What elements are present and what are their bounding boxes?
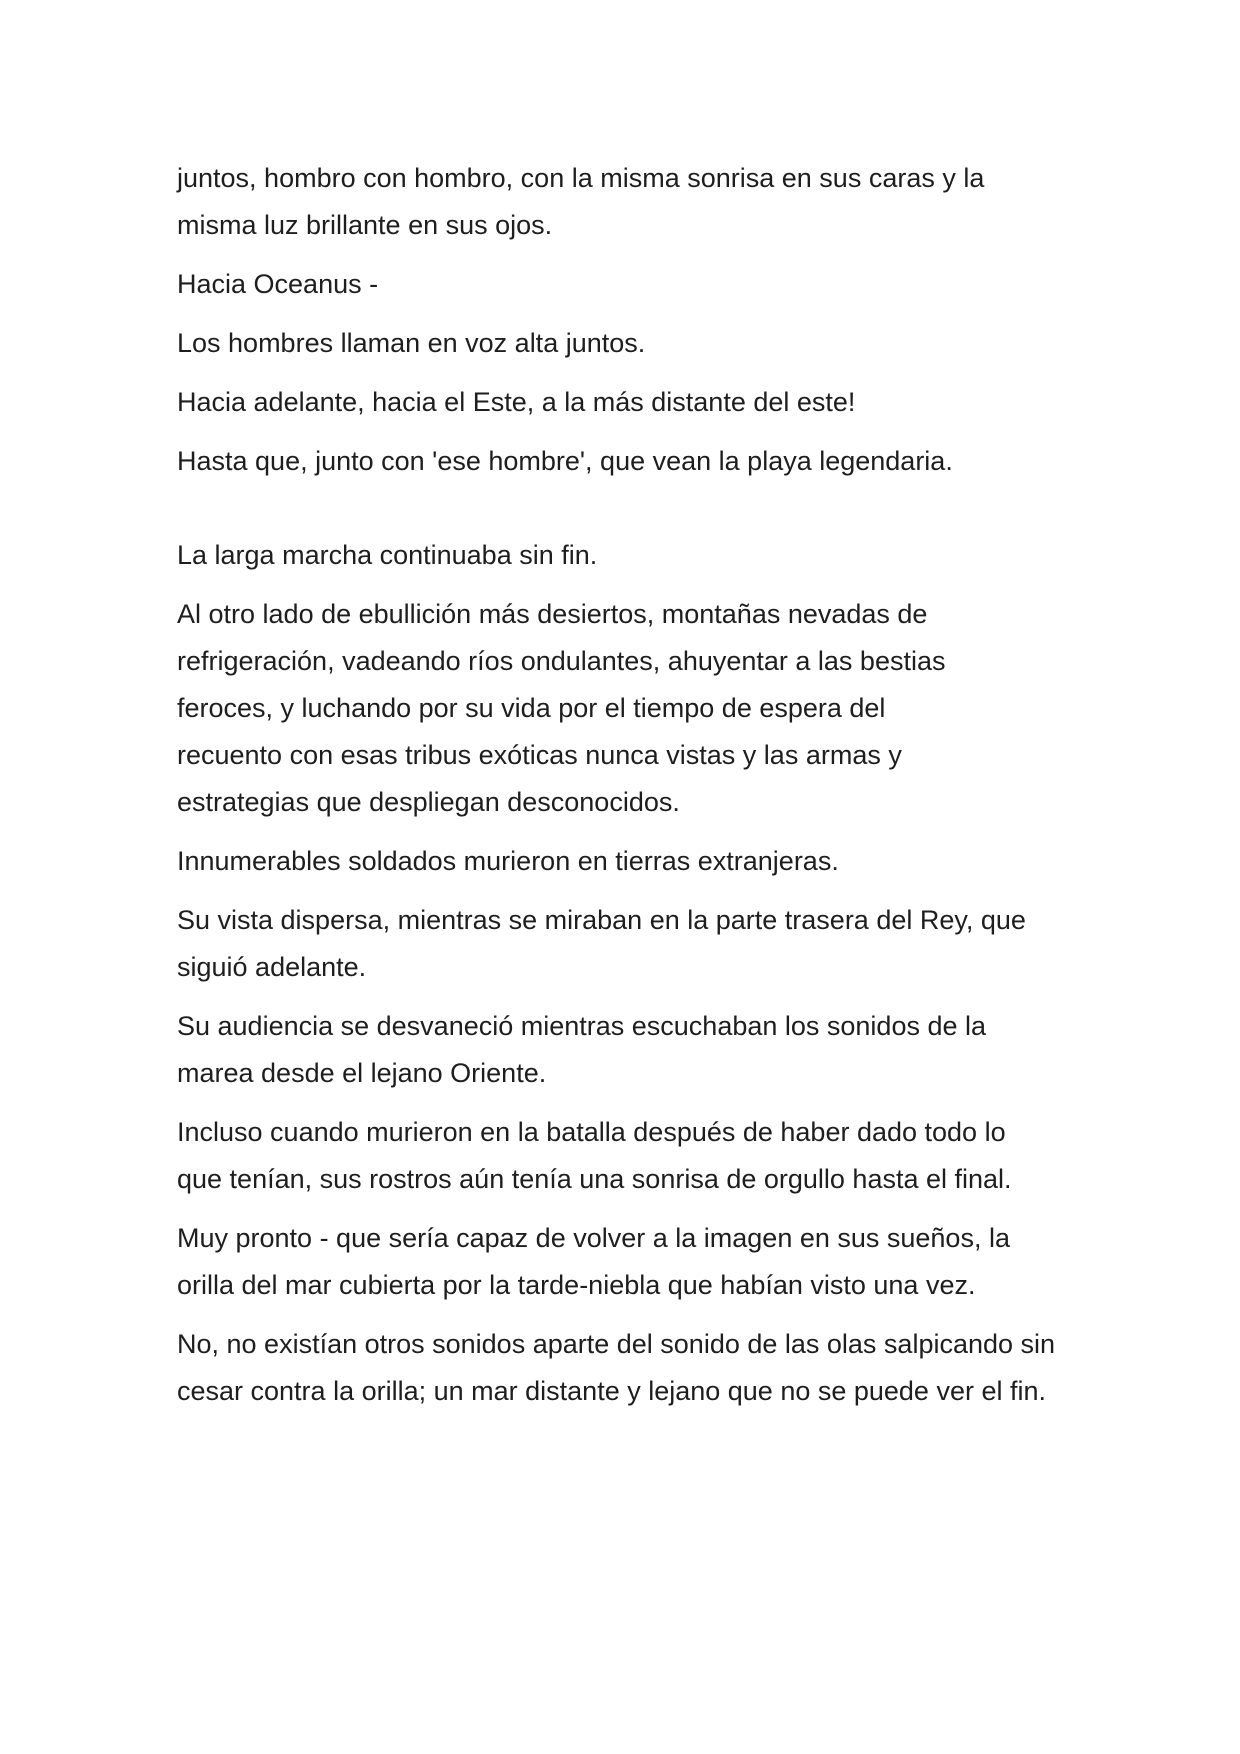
paragraph-6: La larga marcha continuaba sin fin.	[177, 540, 598, 570]
paragraph-1: juntos, hombro con hombro, con la misma sonrisa en sus caras y la misma luz brillante en sus ojos.	[177, 163, 985, 240]
paragraph-12: Muy pronto - que sería capaz de volver a la imagen en sus sueños, la orilla del mar cubierta por la tarde-niebla que habían visto una vez.	[177, 1223, 1010, 1300]
paragraph-8: Innumerables soldados murieron en tierras extranjeras.	[177, 846, 839, 876]
paragraph-10: Su audiencia se desvaneció mientras escuchaban los sonidos de la marea desde el lejano Oriente.	[177, 1011, 987, 1088]
paragraph-11: Incluso cuando murieron en la batalla después de haber dado todo lo que tenían, sus rostros aún tenía una sonrisa de orgullo hasta el final.	[177, 1117, 1012, 1194]
paragraph-2: Hacia Oceanus -	[177, 269, 379, 299]
paragraph-4: Hacia adelante, hacia el Este, a la más distante del este!	[177, 387, 856, 417]
paragraph-5: Hasta que, junto con 'ese hombre', que vean la playa legendaria.	[177, 446, 953, 476]
paragraph-9: Su vista dispersa, mientras se miraban en la parte trasera del Rey, que siguió adelante.	[177, 905, 1026, 982]
paragraph-7: Al otro lado de ebullición más desiertos, montañas nevadas de refrigeración, vadeando ríos ondulantes, ahuyentar a las bestias feroces, y luchando por su vida por el tiempo de espera del recuento con esas tribus exóticas nunca vistas y las armas y estrategias que despliegan desconocidos.	[177, 599, 946, 817]
paragraph-3: Los hombres llaman en voz alta juntos.	[177, 328, 646, 358]
body-text	[177, 155, 1077, 1427]
paragraph-13: No, no existían otros sonidos aparte del sonido de las olas salpicando sin cesar contra la orilla; un mar distante y lejano que no se puede ver el fin.	[177, 1329, 1056, 1406]
